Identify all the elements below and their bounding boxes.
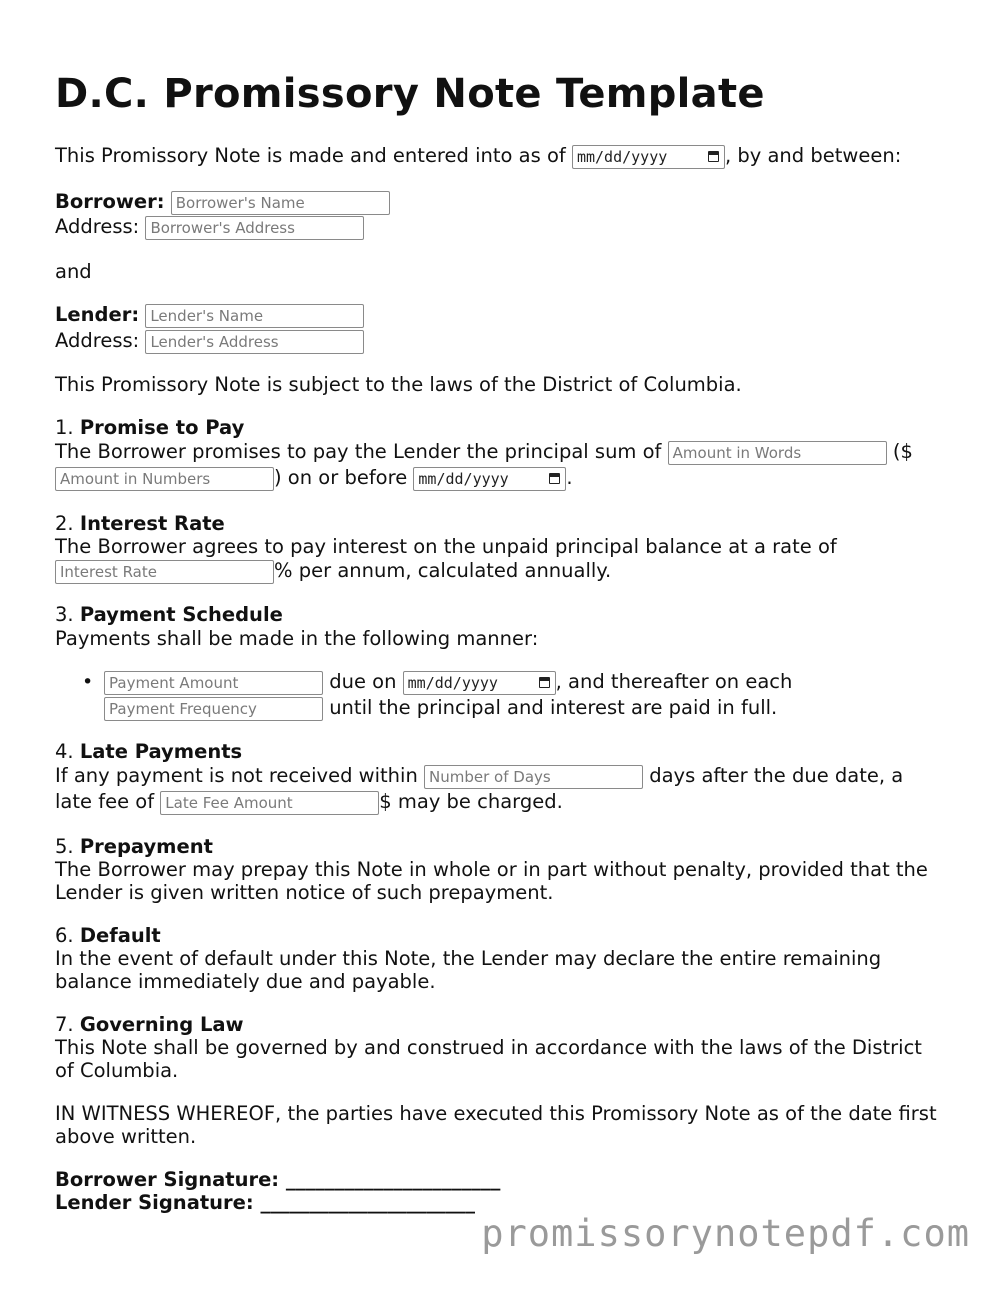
section-number: 3. xyxy=(55,603,74,626)
due-date-input[interactable] xyxy=(413,467,566,491)
promise-text: The Borrower promises to pay the Lender the principal sum of xyxy=(55,440,662,463)
section-title: Default xyxy=(79,924,161,947)
section-heading-promise xyxy=(55,416,955,440)
late-fee-input[interactable]: Late Fee Amount xyxy=(160,791,379,815)
watermark-text: promissorynotepdf.com xyxy=(481,1212,970,1255)
intro-line xyxy=(55,144,955,169)
lender-signature-line: Lender Signature: ______________________ xyxy=(55,1191,475,1214)
payment-amount-input[interactable]: Payment Amount xyxy=(104,671,323,695)
late-text-2: days after the due date, a xyxy=(649,764,904,787)
borrower-address-input[interactable]: Borrower's Address xyxy=(145,216,364,240)
borrower-name-input[interactable]: Borrower's Name xyxy=(171,191,390,215)
interest-text-2: % per annum, calculated annually. xyxy=(274,559,612,582)
amount-numbers-input[interactable]: Amount in Numbers xyxy=(55,467,274,491)
section-number: 6. xyxy=(55,924,74,947)
lender-label: Lender: xyxy=(55,303,140,326)
schedule-intro: Payments shall be made in the following manner: xyxy=(55,627,539,650)
calendar-icon xyxy=(549,473,560,484)
section-title: Governing Law xyxy=(79,1013,244,1036)
section-heading-schedule xyxy=(55,603,955,627)
section-title: Prepayment xyxy=(79,835,213,858)
section-title: Late Payments xyxy=(79,740,243,763)
number-of-days-input[interactable]: Number of Days xyxy=(424,765,643,789)
lender-address-input[interactable]: Lender's Address xyxy=(145,330,364,354)
date-format-text: mm/dd/yyyy xyxy=(576,147,668,166)
intro-text: This Promissory Note is made and entered into as of xyxy=(55,144,566,167)
lender-name-line xyxy=(55,303,955,328)
section-number: 1. xyxy=(55,416,74,439)
default-line-1: In the event of default under this Note, the Lender may declare the entire remaining xyxy=(55,947,882,970)
section-heading-interest xyxy=(55,512,955,536)
late-text: If any payment is not received within xyxy=(55,764,418,787)
amount-words-input[interactable]: Amount in Words xyxy=(668,441,887,465)
paren-open: ($ xyxy=(892,440,913,463)
section-heading-governing xyxy=(55,1013,955,1037)
date-format-text: mm/dd/yyyy xyxy=(418,469,509,488)
agreement-date-input[interactable] xyxy=(572,145,725,169)
late-line-1 xyxy=(55,764,955,789)
and-text: and xyxy=(55,260,92,283)
lender-address-line xyxy=(55,329,955,354)
borrower-name-line xyxy=(55,190,955,215)
governing-line-2: of Columbia. xyxy=(55,1059,179,1082)
payment-frequency-input[interactable]: Payment Frequency xyxy=(104,697,323,721)
interest-line-2 xyxy=(55,559,955,584)
borrower-label: Borrower: xyxy=(55,190,165,213)
promise-line-2 xyxy=(55,466,955,491)
first-payment-date-input[interactable] xyxy=(403,671,556,695)
prepayment-line-1: The Borrower may prepay this Note in whole or in part without penalty, provided that the xyxy=(55,858,928,881)
section-number: 5. xyxy=(55,835,74,858)
borrower-address-label: Address: xyxy=(55,215,140,238)
promise-text-2: ) on or before xyxy=(274,466,408,489)
section-title: Interest Rate xyxy=(79,512,225,535)
section-heading-prepayment xyxy=(55,835,955,859)
page-title: D.C. Promissory Note Template xyxy=(55,71,765,117)
promise-line-1 xyxy=(55,440,955,465)
due-on-text: due on xyxy=(329,670,397,693)
witness-line-1: IN WITNESS WHEREOF, the parties have executed this Promissory Note as of the date first xyxy=(55,1102,937,1125)
borrower-address-line xyxy=(55,215,955,240)
bullet: • xyxy=(82,671,94,693)
section-number: 2. xyxy=(55,512,74,535)
prepayment-line-2: Lender is given written notice of such prepayment. xyxy=(55,881,554,904)
governing-line-1: This Note shall be governed by and construed in accordance with the laws of the District xyxy=(55,1036,922,1059)
period: . xyxy=(566,466,573,489)
calendar-icon xyxy=(539,677,550,688)
section-title: Payment Schedule xyxy=(79,603,283,626)
section-heading-default xyxy=(55,924,955,948)
until-text: until the principal and interest are paid in full. xyxy=(329,696,778,719)
section-title: Promise to Pay xyxy=(79,416,245,439)
lender-name-input[interactable]: Lender's Name xyxy=(145,304,364,328)
date-format-text: mm/dd/yyyy xyxy=(407,673,498,692)
borrower-signature-line: Borrower Signature: ______________________ xyxy=(55,1168,501,1191)
late-text-4: $ may be charged. xyxy=(379,790,563,813)
intro-suffix: , by and between: xyxy=(724,144,902,167)
late-line-2 xyxy=(55,790,955,815)
interest-rate-input[interactable]: Interest Rate xyxy=(55,560,274,584)
section-number: 4. xyxy=(55,740,74,763)
section-heading-late xyxy=(55,740,955,764)
calendar-icon xyxy=(708,151,719,162)
witness-line-2: above written. xyxy=(55,1125,197,1148)
interest-line-1: The Borrower agrees to pay interest on the unpaid principal balance at a rate of xyxy=(55,535,837,558)
late-text-3: late fee of xyxy=(55,790,155,813)
section-number: 7. xyxy=(55,1013,74,1036)
lender-address-label: Address: xyxy=(55,329,140,352)
default-line-2: balance immediately due and payable. xyxy=(55,970,436,993)
thereafter-text: , and thereafter on each xyxy=(555,670,793,693)
law-statement: This Promissory Note is subject to the laws of the District of Columbia. xyxy=(55,373,742,396)
